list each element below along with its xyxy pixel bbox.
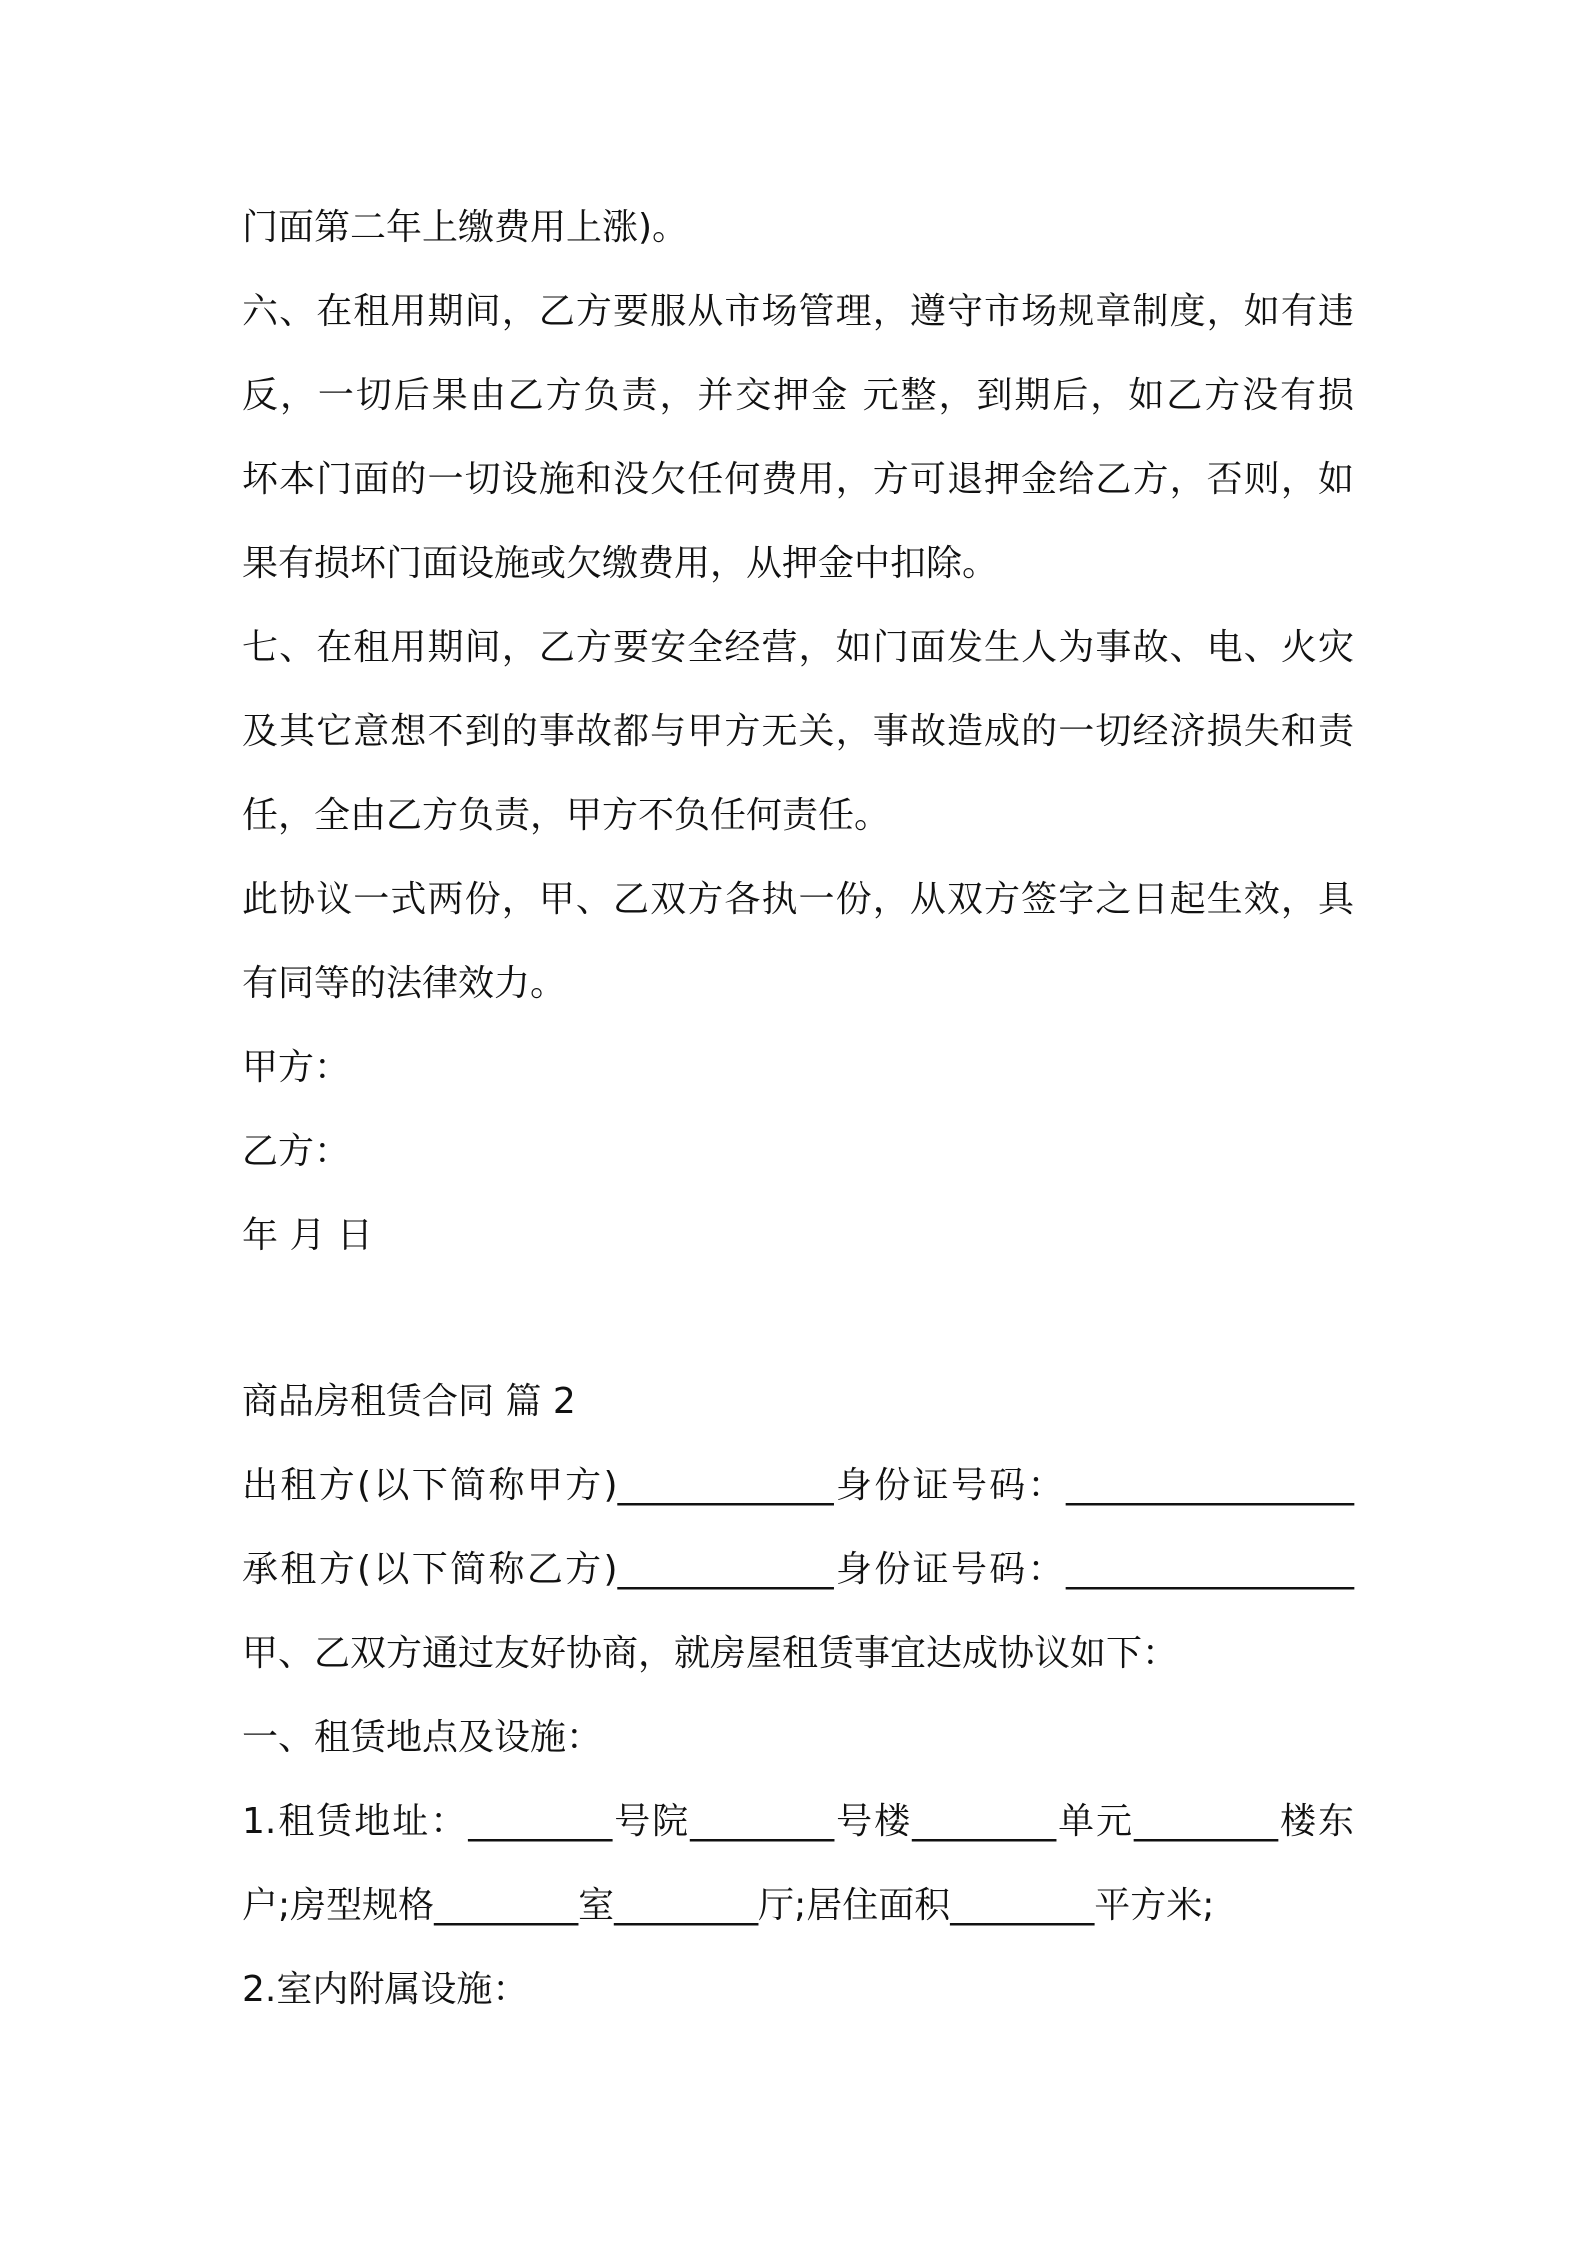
section-title: 商品房租赁合同 篇 2 [242,1381,576,1422]
text-line-10: 有同等的法律效力。 [242,963,567,1004]
text-line-1: 门面第二年上缴费用上涨)。 [242,207,689,248]
text-line-2: 六、在租用期间，乙方要服从市场管理，遵守市场规章制度，如有违 [242,291,1354,332]
text-line-21: 2.室内附属设施： [242,1969,529,2010]
text-line-20: 户;房型规格________室________厅;居住面积________平方米; [242,1885,1215,1926]
text-line-5: 果有损坏门面设施或欠缴费用，从押金中扣除。 [242,543,999,584]
date-line: 年 月 日 [242,1215,373,1256]
text-line-7: 及其它意想不到的事故都与甲方无关，事故造成的一切经济损失和责 [242,711,1354,752]
text-line-8: 任，全由乙方负责，甲方不负任何责任。 [242,795,891,836]
text-line-4: 坏本门面的一切设施和没欠任何费用，方可退押金给乙方，否则，如 [242,459,1354,500]
party-a-label: 甲方： [242,1047,351,1088]
text-line-18: 一、租赁地点及设施： [242,1717,603,1758]
party-b-label: 乙方： [242,1131,351,1172]
text-line-17: 甲、乙双方通过友好协商，就房屋租赁事宜达成协议如下： [242,1633,1179,1674]
text-line-19: 1.租赁地址：________号院________号楼________单元________楼东 [242,1801,1354,1842]
text-line-6: 七、在租用期间，乙方要安全经营，如门面发生人为事故、电、火灾 [242,627,1354,668]
text-line-3: 反，一切后果由乙方负责，并交押金 元整，到期后，如乙方没有损 [242,375,1354,416]
lessee-line: 承租方(以下简称乙方)____________身份证号码：________________ [242,1549,1354,1590]
text-line-9: 此协议一式两份，甲、乙双方各执一份，从双方签字之日起生效，具 [242,879,1354,920]
lessor-line: 出租方(以下简称甲方)____________身份证号码：________________ [242,1465,1354,1506]
